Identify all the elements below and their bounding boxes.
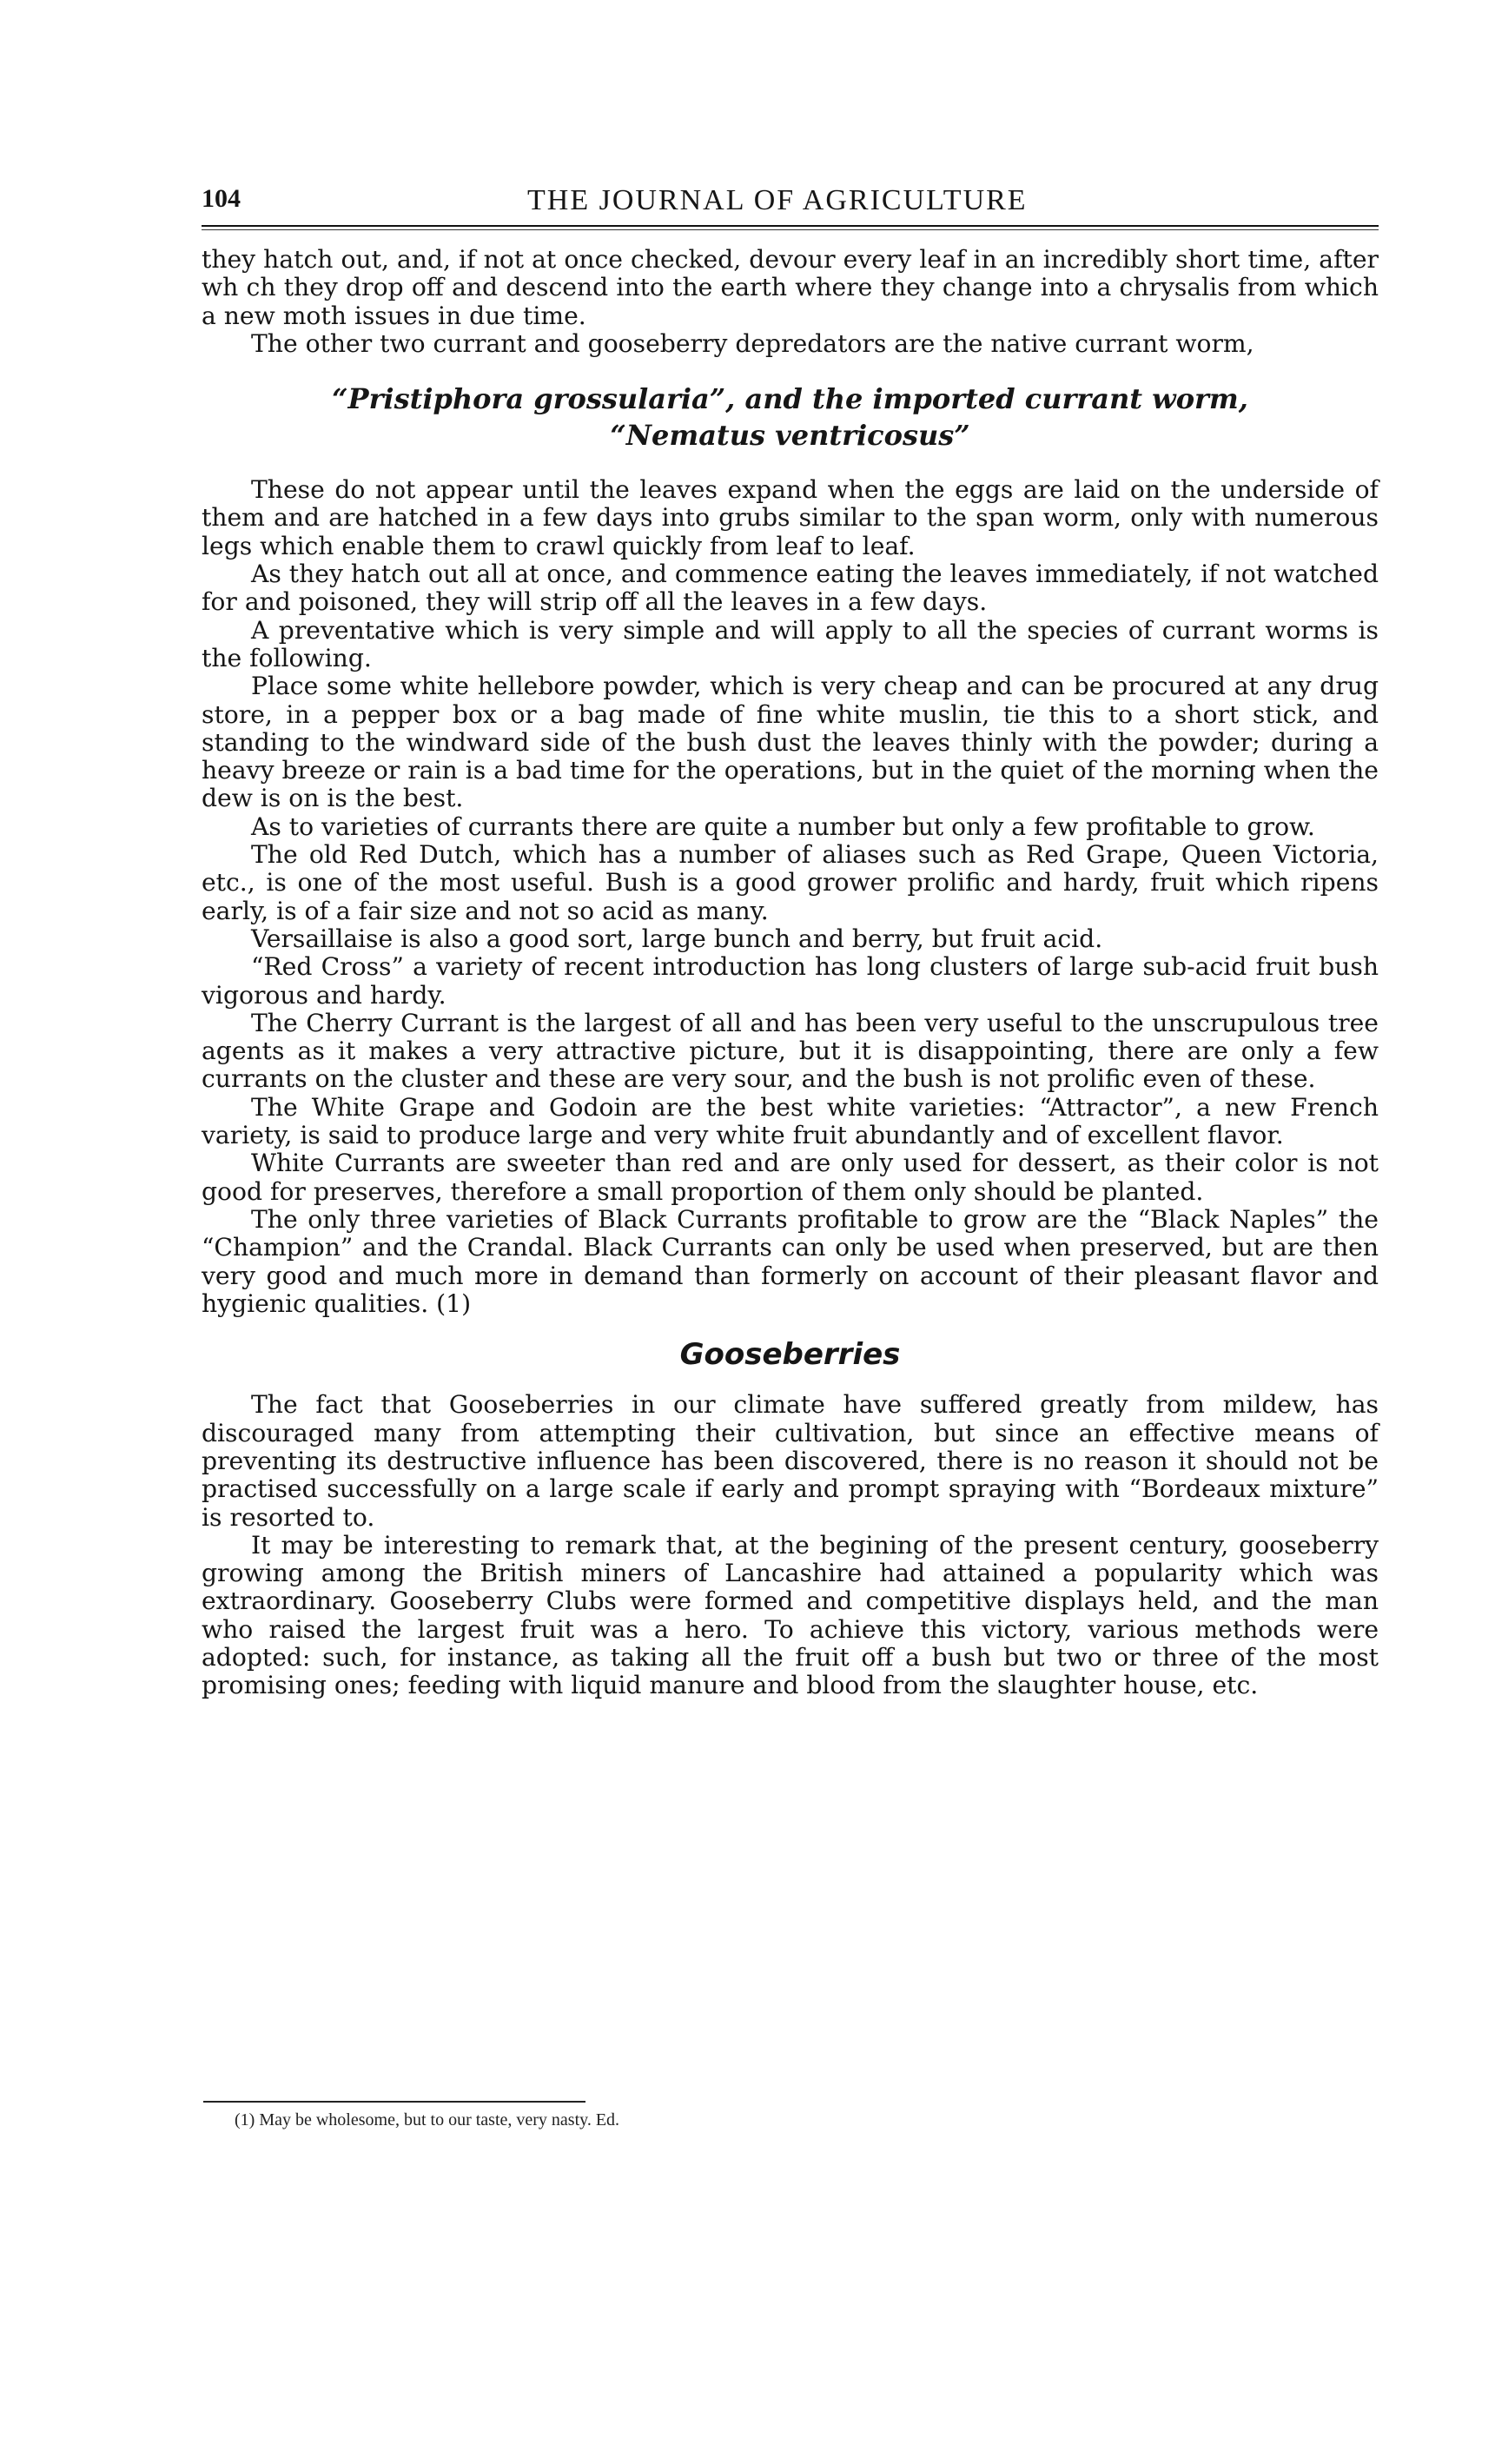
header-rule xyxy=(202,225,1379,227)
running-head: THE JOURNAL OF AGRICULTURE xyxy=(527,184,1028,216)
section-heading: Gooseberries xyxy=(679,1337,901,1373)
header-rule-thin xyxy=(202,229,1379,230)
footnote-rule xyxy=(203,2101,585,2103)
paragraph: The White Grape and Godoin are the best white varieties: “Attractor”, a new French variety, is said to produce large and very white fruit abundantly and of excellent flavor. xyxy=(202,1092,1379,1150)
footnote: (1) May be wholesome, but to our taste, very nasty. Ed. xyxy=(235,2110,620,2130)
species-title-line: “Pristiphora grossularia”, and the imported currant worm, xyxy=(332,382,1248,416)
paragraph: The old Red Dutch, which has a number of aliases such as Red Grape, Queen Victoria, etc., is one of the most useful. Bush is a good grower prolific and hardy, fruit which ripens early, is of a fair size and not so acid as many. xyxy=(202,840,1379,925)
paragraph: The other two currant and gooseberry depredators are the native currant worm, xyxy=(251,328,1254,358)
article-body xyxy=(202,246,1379,1700)
paragraph: White Currants are sweeter than red and are only used for dessert, as their color is not good for preserves, therefore a small proportion of them only should be planted. xyxy=(202,1149,1379,1206)
paragraph: These do not appear until the leaves expand when the eggs are laid on the underside of them and are hatched in a few days into grubs similar to the span worm, only with numerous legs which enable them to crawl quickly from leaf to leaf. xyxy=(202,475,1379,560)
paragraph: Versaillaise is also a good sort, large bunch and berry, but fruit acid. xyxy=(251,924,1103,953)
paragraph: A preventative which is very simple and will apply to all the species of currant worms is the following. xyxy=(202,615,1379,672)
paragraph: The Cherry Currant is the largest of all and has been very useful to the unscrupulous tree agents as it makes a very attractive picture, but it is disappointing, there are only a few currants on the cluster and these are very sour, and the bush is not prolific even of these. xyxy=(202,1008,1379,1094)
paragraph: Place some white hellebore powder, which is very cheap and can be procured at any drug store, in a pepper box or a bag made of fine white muslin, tie this to a short stick, and standing to the windward side of the bush dust the leaves thinly with the powder; during a heavy breeze or rain is a bad time for the operations, but in the quiet of the morning when the dew is on is the best. xyxy=(202,672,1379,813)
paragraph: It may be interesting to remark that, at the begining of the present century, gooseberry growing among the British miners of Lancashire had attained a popularity which was extraordinary. Gooseberry Clubs were formed and competitive displays held, and the man who raised the largest fruit was a hero. To achieve this victory, various methods were adopted: such, for instance, as taking all the fruit off a bush but two or three of the most promising ones; feeding with liquid manure and blood from the slaughter house, etc. xyxy=(202,1530,1379,1700)
paragraph: As to varieties of currants there are quite a number but only a few profitable to grow. xyxy=(251,811,1315,841)
paragraph: As they hatch out all at once, and commence eating the leaves immediately, if not watched for and poisoned, they will strip off all the leaves in a few days. xyxy=(202,560,1379,617)
species-title xyxy=(202,381,1379,454)
paragraph: “Red Cross” a variety of recent introduction has long clusters of large sub-acid fruit bush vigorous and hardy. xyxy=(202,952,1379,1010)
paragraph: they hatch out, and, if not at once checked, devour every leaf in an incredibly short time, after wh ch they drop off and descend into the earth where they change into a chrysalis from which a new moth issues in due time. xyxy=(202,245,1379,330)
species-title-line: “Nematus ventricosus” xyxy=(610,419,970,453)
page-header xyxy=(202,184,1379,224)
paragraph: The fact that Gooseberries in our climate have suffered greatly from mildew, has discouraged many from attempting their cultivation, but since an effective means of preventing its destructive influence has been discovered, there is no reason it should not be practised successfully on a large scale if early and prompt spraying with “Bordeaux mixture” is resorted to. xyxy=(202,1390,1379,1532)
paragraph: The only three varieties of Black Currants profitable to grow are the “Black Naples” the “Champion” and the Crandal. Black Currants can only be used when preserved, but are then very good and much more in demand than formerly on account of their pleasant flavor and hygienic qualities. (1) xyxy=(202,1204,1379,1318)
page-number: 104 xyxy=(202,184,241,213)
